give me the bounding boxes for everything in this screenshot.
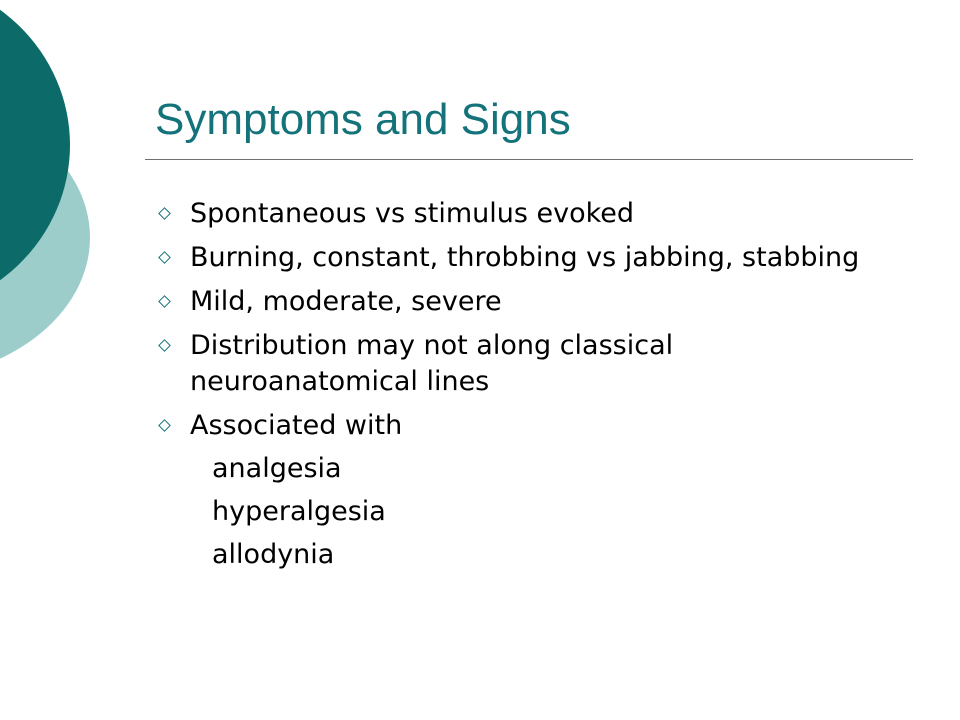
- diamond-bullet-icon: [158, 207, 171, 220]
- sub-bullet-item: analgesia: [212, 453, 342, 484]
- bullet-item: [157, 408, 897, 573]
- bullet-item: [157, 196, 897, 232]
- bullet-item: [157, 328, 897, 400]
- slide-title: Symptoms and Signs: [155, 95, 571, 144]
- bullet-text: Burning, constant, throbbing vs jabbing, stabbing: [190, 242, 860, 273]
- bullet-item: [157, 240, 897, 276]
- bullet-text: Distribution may not along classical neuroanatomical lines: [190, 330, 674, 397]
- bullet-item: [157, 284, 897, 320]
- diamond-bullet-icon: [158, 419, 171, 432]
- bullet-list: [157, 196, 897, 581]
- diamond-bullet-icon: [158, 339, 171, 352]
- bullet-text: Spontaneous vs stimulus evoked: [190, 198, 635, 229]
- sub-bullet-item: hyperalgesia: [212, 496, 386, 527]
- bullet-text: Associated with: [190, 410, 403, 441]
- sub-bullet-list: [190, 451, 897, 573]
- diamond-bullet-icon: [158, 295, 171, 308]
- sub-bullet-item: allodynia: [212, 539, 335, 570]
- diamond-bullet-icon: [158, 251, 171, 264]
- bullet-text: Mild, moderate, severe: [190, 286, 502, 317]
- title-divider: [145, 159, 913, 160]
